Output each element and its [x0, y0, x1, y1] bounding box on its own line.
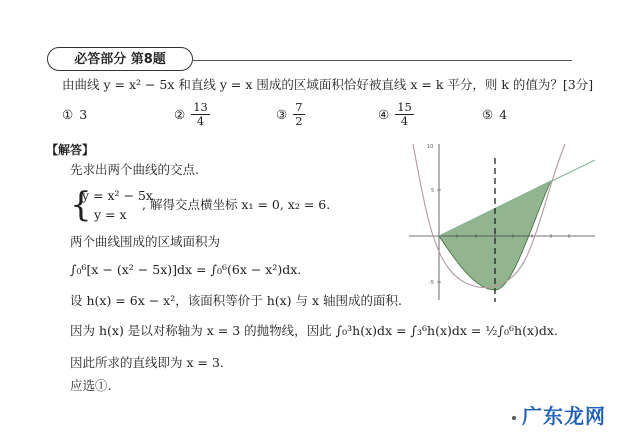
- solution-heading: 【解答】: [46, 143, 95, 157]
- numerator: 13: [193, 100, 208, 114]
- choice-fraction: [395, 101, 414, 128]
- solution-step-4: 因为 h(x) 是以对称轴为 x = 3 的抛物线，因此 ∫₀³h(x)dx = ∫₃⁶h(x)dx = ½∫₀⁶h(x)dx.: [70, 323, 558, 338]
- watermark-text: 广东龙网: [522, 404, 606, 428]
- integral-area: ∫₀⁶[x − (x² − 5x)]dx = ∫₀⁶(6x − x²)dx.: [70, 262, 302, 277]
- header-rule: [192, 60, 572, 61]
- solution-step-1: 先求出两个曲线的交点.: [70, 162, 199, 177]
- numerator: 15: [397, 100, 412, 114]
- denominator: 4: [400, 114, 409, 128]
- watermark-dot: [512, 416, 516, 420]
- system-line-2: y = x: [94, 207, 127, 222]
- solution-step-6: 应选①.: [70, 378, 112, 393]
- parabola-graph: [405, 140, 600, 302]
- numerator: 7: [295, 100, 303, 114]
- y-tick-label: 5: [431, 188, 435, 194]
- denominator: 2: [295, 114, 303, 128]
- question-text: 由曲线 y = x² − 5x 和直线 y = x 围成的区域面积恰好被直线 x = k 平分，则 k 的值为？[3分]: [62, 77, 594, 92]
- solution-step-2: 两个曲线围成的区域面积为: [70, 234, 221, 249]
- choice-4[interactable]: [378, 101, 414, 128]
- solution-step-3: 设 h(x) = 6x − x²，该面积等价于 h(x) 与 x 轴围成的面积.: [70, 293, 403, 308]
- y-tick-label: -5: [429, 280, 434, 286]
- y-tick-label: 10: [427, 144, 434, 150]
- choice-mark: ④: [378, 107, 390, 122]
- question-badge: 必答部分 第8题: [47, 47, 193, 71]
- choice-1[interactable]: [62, 107, 87, 122]
- choice-value: 4: [499, 107, 508, 122]
- system-result: , 解得交点横坐标 x₁ = 0, x₂ = 6.: [142, 197, 331, 212]
- denominator: 4: [196, 114, 205, 128]
- choice-5[interactable]: [482, 107, 507, 122]
- system-brace: {: [70, 185, 92, 225]
- choice-fraction: [293, 101, 304, 128]
- choice-mark: ③: [276, 107, 288, 122]
- choice-2[interactable]: [174, 101, 210, 128]
- choice-mark: ②: [174, 107, 186, 122]
- choice-3[interactable]: [276, 101, 305, 128]
- solution-step-5: 因此所求的直线即为 x = 3.: [70, 355, 224, 370]
- choice-value: 3: [79, 107, 88, 122]
- choice-fraction: [191, 101, 210, 128]
- choice-mark: ①: [62, 107, 74, 122]
- system-line-1: y = x² − 5x: [82, 188, 153, 203]
- watermark: [512, 400, 606, 429]
- choice-mark: ⑤: [482, 107, 494, 122]
